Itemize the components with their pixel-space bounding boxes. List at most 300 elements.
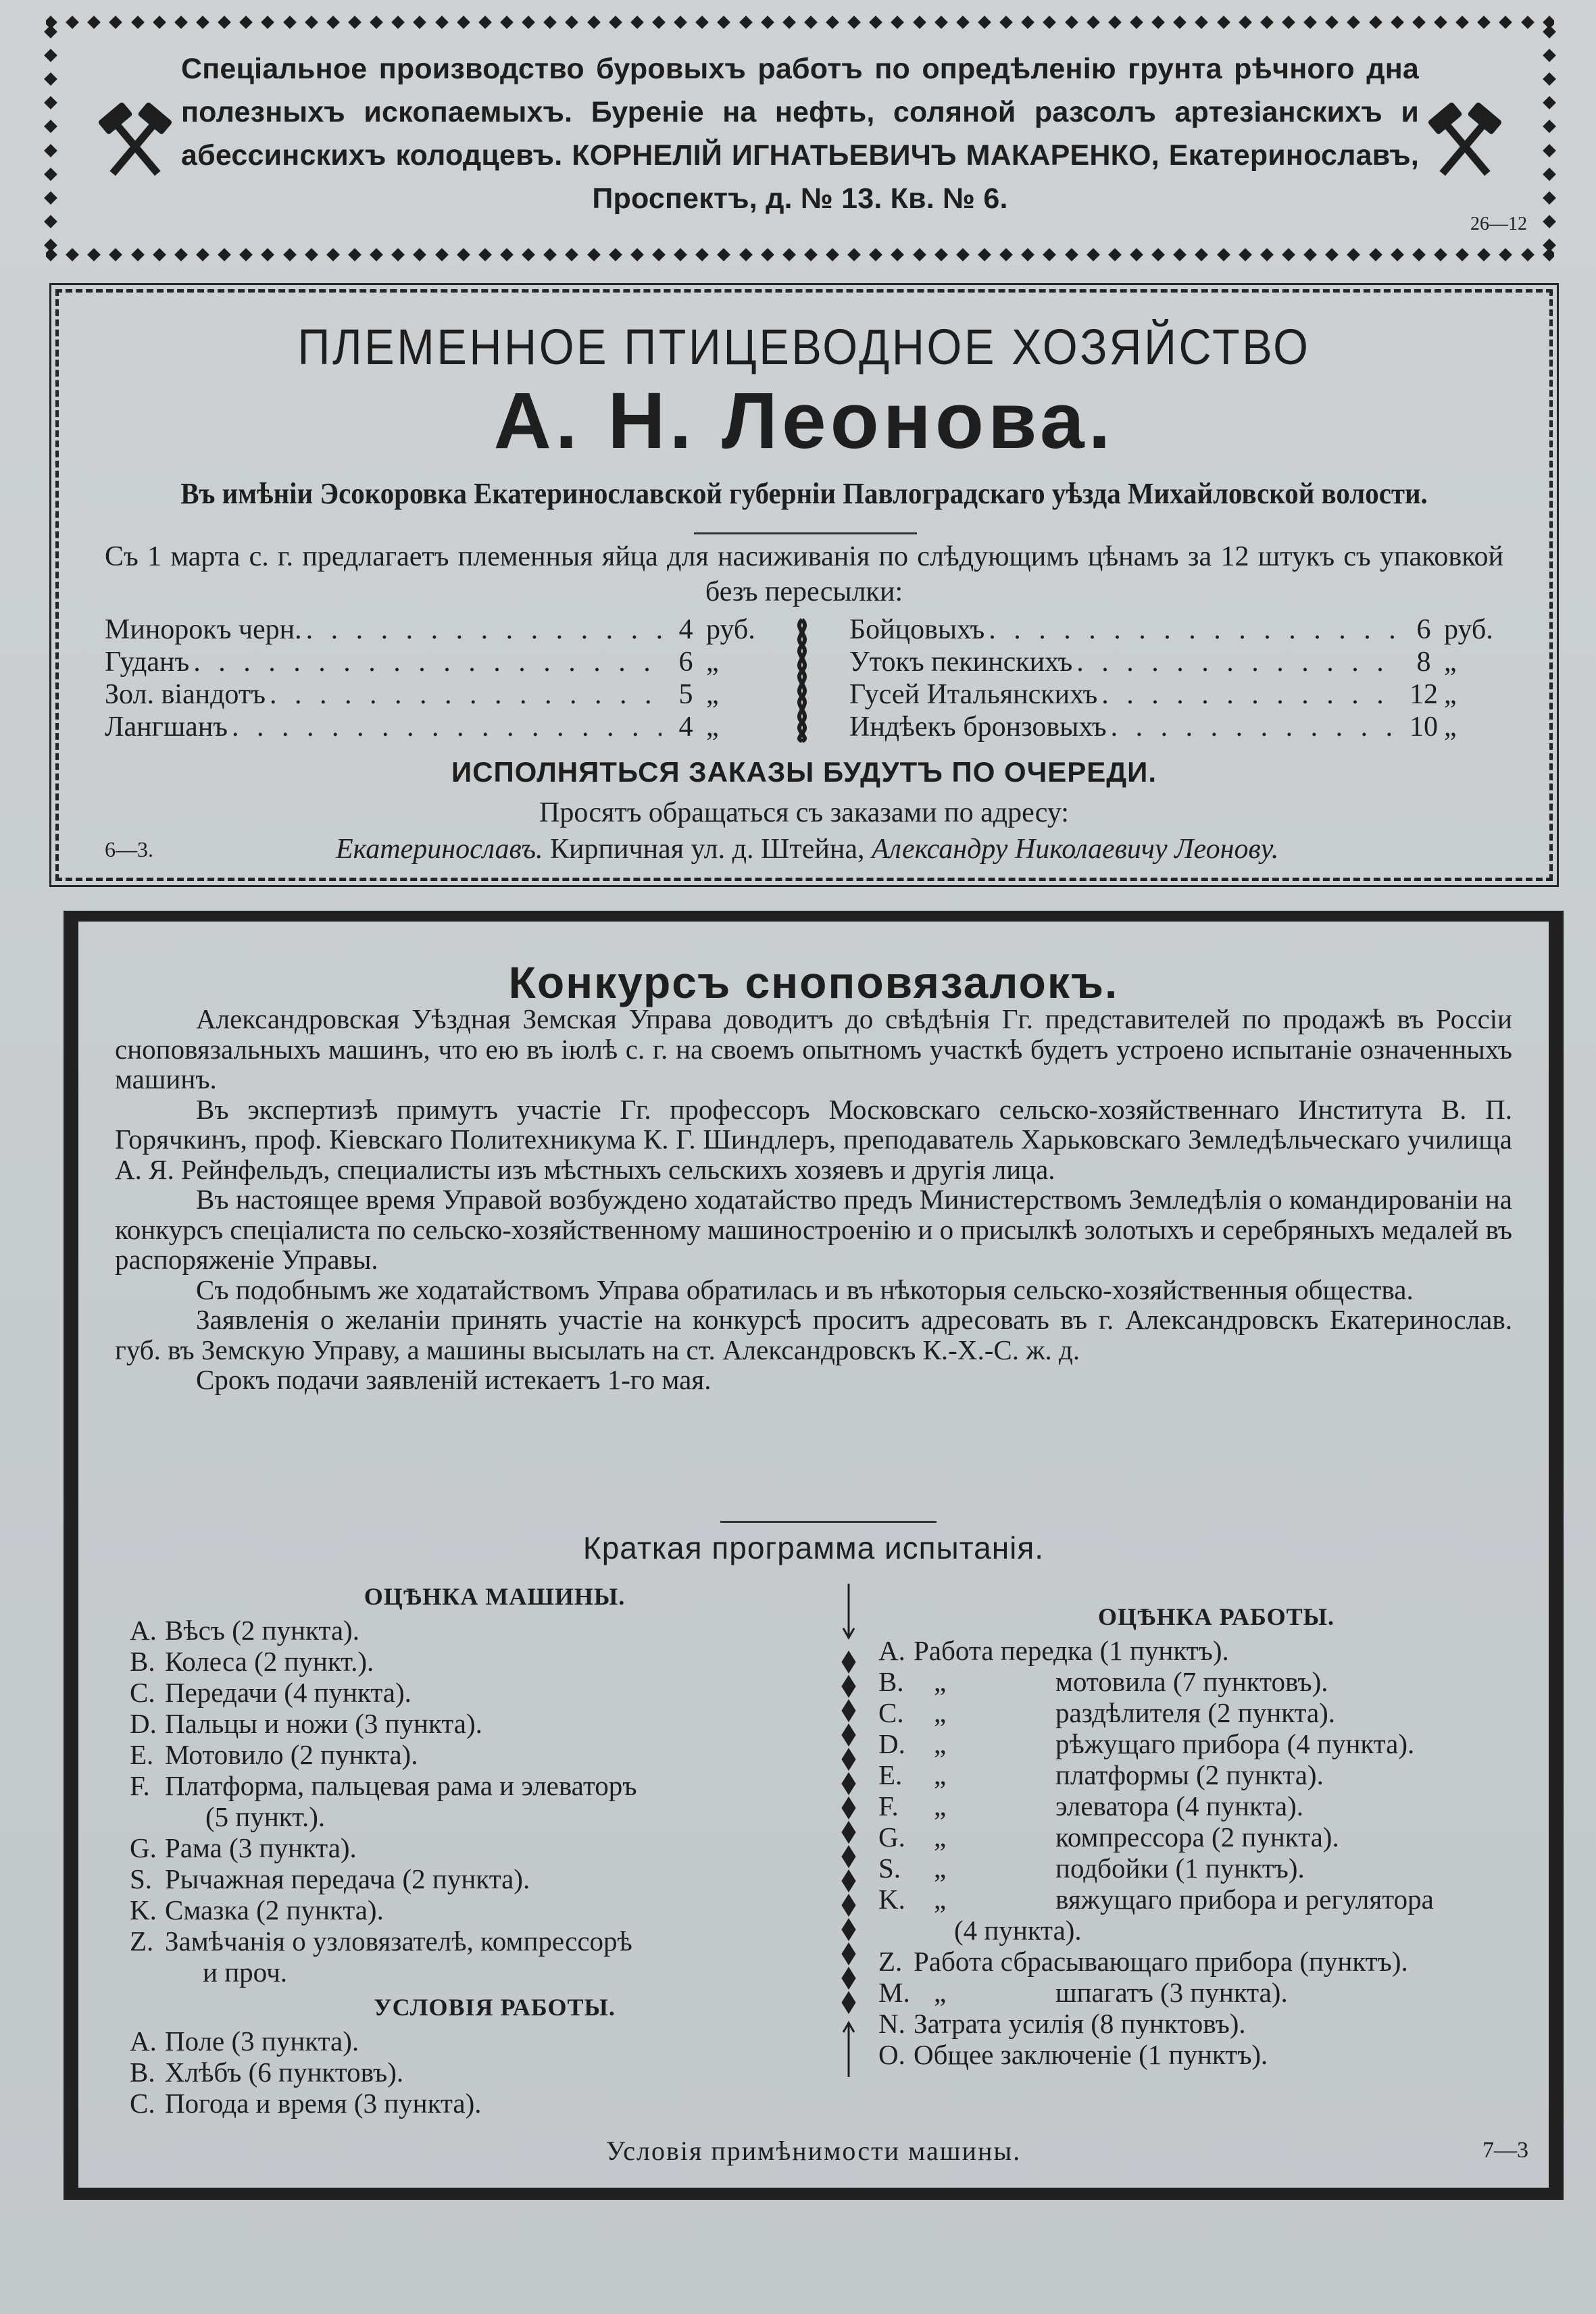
diamond-ornament-icon	[565, 248, 578, 261]
diamond-ornament-icon	[413, 16, 426, 29]
price-value: 10	[1410, 711, 1438, 743]
diamond-ornament-icon	[1499, 16, 1513, 29]
paragraph: Александровская Уѣздная Земская Управа доводитъ до свѣдѣнія Гг. представителей по продажѣ въ Россіи сноповязальныхъ машинъ, что ею въ іюлѣ с. г. на своемъ опытномъ участкѣ будетъ устроено испытаніе означенныхъ машинъ.	[115, 1003, 1512, 1095]
list-item	[130, 1832, 859, 1863]
diamond-ornament-icon	[131, 16, 145, 29]
diamond-ornament-icon	[1065, 248, 1078, 261]
diamond-ornament-icon	[261, 16, 275, 29]
diamond-ornament-icon	[543, 248, 557, 261]
diamond-ornament-icon	[305, 248, 318, 261]
diamond-ornament-icon	[913, 248, 926, 261]
diamond-ornament-icon	[44, 96, 57, 109]
item-text: и проч.	[203, 1957, 287, 1988]
ad-offer: Съ 1 марта с. г. предлагаетъ племенныя яйца для насиживанія по слѣдующимъ цѣнамъ за 12 штукъ съ упаковкой безъ пересылки:	[105, 541, 1503, 607]
diamond-ornament-icon	[826, 16, 839, 29]
diamond-ornament-icon	[695, 16, 709, 29]
diamond-ornament-icon	[1543, 72, 1556, 86]
diamond-ornament-icon	[956, 248, 970, 261]
diamond-ornament-icon	[1151, 16, 1165, 29]
item-letter: K.	[878, 1884, 905, 1915]
diamond-ornament-icon	[587, 248, 601, 261]
diamond-ornament-icon	[1543, 49, 1556, 62]
drilling-advertisement	[46, 14, 1554, 263]
list-item	[130, 1677, 859, 1708]
list-item	[878, 1759, 1554, 1790]
work-evaluation-column	[878, 1597, 1554, 2070]
diamond-ornament-icon	[44, 215, 57, 228]
diamond-ornament-icon	[739, 16, 753, 29]
item-text: Работа передка (1 пунктъ).	[914, 1635, 1229, 1666]
ornament-border-left	[42, 27, 59, 250]
diamond-ornament-icon	[1521, 248, 1535, 261]
item-letter: E.	[878, 1759, 903, 1790]
diamond-ornament-icon	[1369, 16, 1382, 29]
diamond-ornament-icon	[804, 248, 818, 261]
ornament-border-bottom	[46, 246, 1554, 263]
item-letter: E.	[130, 1739, 154, 1770]
item-text: подбойки (1 пунктъ).	[1055, 1853, 1305, 1884]
diamond-ornament-icon	[913, 16, 926, 29]
price-unit: „	[1444, 647, 1457, 678]
ditto-mark: „	[934, 1853, 947, 1884]
list-item	[878, 2039, 1554, 2070]
vertical-ornament-icon	[789, 615, 816, 744]
diamond-ornament-icon	[891, 248, 905, 261]
diamond-ornament-icon	[131, 248, 145, 261]
diamond-ornament-icon	[370, 16, 383, 29]
diamond-ornament-icon	[869, 248, 882, 261]
diamond-ornament-icon	[87, 16, 101, 29]
ditto-mark: „	[934, 1977, 947, 2008]
diamond-ornament-icon	[891, 16, 905, 29]
item-letter: C.	[878, 1697, 904, 1728]
price-value: 8	[1416, 647, 1431, 678]
item-text: Платформа, пальцевая рама и элеваторъ	[165, 1770, 637, 1801]
item-text: Затрата усилія (8 пунктовъ).	[914, 2008, 1246, 2039]
item-text: Рычажная передача (2 пункта).	[165, 1863, 530, 1894]
price-row	[849, 646, 1518, 678]
diamond-ornament-icon	[44, 49, 57, 62]
price-label: Гуданъ	[105, 647, 190, 678]
diamond-ornament-icon	[1391, 16, 1404, 29]
paragraph: Въ экспертизѣ примутъ участіе Гг. профессоръ Московскаго сельско-хозяйственнаго Института В. П. Горячкинъ, проф. Кіевскаго Политехникума К. Г. Шиндлеръ, преподаватель Харьковскаго Земледѣльческаго училища А. Я. Рейнфельдъ, специалисты изъ мѣстныхъ сельскихъ хозяевъ и другія лица.	[115, 1093, 1512, 1185]
price-row	[105, 711, 780, 743]
diamond-ornament-icon	[739, 248, 753, 261]
price-label: Лангшанъ	[105, 711, 228, 743]
diamond-ornament-icon	[1325, 16, 1339, 29]
poultry-advertisement	[55, 289, 1553, 881]
diamond-ornament-icon	[261, 248, 275, 261]
list-item	[130, 1801, 859, 1832]
diamond-ornament-icon	[1347, 248, 1361, 261]
diamond-ornament-icon	[44, 120, 57, 134]
list-item	[130, 1615, 859, 1646]
diamond-ornament-icon	[1087, 16, 1100, 29]
diamond-ornament-icon	[283, 248, 297, 261]
paragraph: Срокъ подачи заявленій истекаетъ 1-го мая.	[196, 1364, 712, 1395]
diamond-ornament-icon	[44, 72, 57, 86]
diamond-ornament-icon	[1239, 16, 1252, 29]
item-letter: S.	[878, 1853, 901, 1884]
diamond-ornament-icon	[1260, 16, 1274, 29]
price-unit: „	[1444, 711, 1457, 743]
address-street: Кирпичная ул. д. Штейна,	[550, 834, 865, 865]
item-text: Пальцы и ножи (3 пункта).	[165, 1708, 482, 1739]
diamond-ornament-icon	[1391, 248, 1404, 261]
diamond-ornament-icon	[1130, 16, 1143, 29]
diamond-ornament-icon	[630, 248, 644, 261]
item-letter: G.	[878, 1821, 905, 1853]
list-item	[130, 1863, 859, 1894]
diamond-ornament-icon	[1065, 16, 1078, 29]
vertical-diamond-ornament-icon	[835, 1584, 862, 2077]
list-item	[130, 1708, 859, 1739]
diamond-ornament-icon	[500, 248, 514, 261]
price-unit: руб.	[706, 614, 755, 645]
announcement-body	[115, 1004, 1512, 1395]
diamond-ornament-icon	[1543, 248, 1554, 261]
price-list-left	[105, 613, 780, 743]
item-text: Передачи (4 пункта).	[165, 1677, 412, 1708]
diamond-ornament-icon	[609, 248, 622, 261]
address-city: Екатеринославъ.	[336, 834, 543, 865]
ditto-mark: „	[934, 1884, 947, 1915]
item-text: Мотовило (2 пункта).	[165, 1739, 418, 1770]
diamond-ornament-icon	[1412, 248, 1426, 261]
diamond-ornament-icon	[44, 191, 57, 205]
diamond-ornament-icon	[717, 16, 730, 29]
list-item	[130, 1926, 859, 1957]
item-letter: B.	[878, 1666, 904, 1697]
diamond-ornament-icon	[1347, 16, 1361, 29]
section-heading: ОЦѢНКА РАБОТЫ.	[1098, 1603, 1335, 1630]
diamond-ornament-icon	[218, 248, 231, 261]
diamond-ornament-icon	[1282, 248, 1295, 261]
price-value: 4	[678, 711, 693, 743]
diamond-ornament-icon	[1412, 16, 1426, 29]
item-text: вяжущаго прибора и регулятора	[1055, 1884, 1434, 1915]
diamond-ornament-icon	[1543, 238, 1556, 250]
diamond-ornament-icon	[44, 144, 57, 157]
diamond-ornament-icon	[239, 248, 253, 261]
diamond-ornament-icon	[44, 238, 57, 250]
diamond-ornament-icon	[87, 248, 101, 261]
diamond-ornament-icon	[478, 16, 492, 29]
diamond-ornament-icon	[1217, 16, 1230, 29]
diamond-ornament-icon	[66, 16, 79, 29]
paragraph: Съ подобнымъ же ходатайствомъ Управа обратилась и въ нѣкоторыя сельско-хозяйственныя общества.	[196, 1274, 1414, 1305]
price-unit: руб.	[1444, 614, 1493, 645]
item-letter: Z.	[878, 1946, 903, 1977]
diamond-ornament-icon	[1043, 248, 1057, 261]
item-letter	[130, 1801, 165, 1832]
diamond-ornament-icon	[978, 248, 991, 261]
crossed-hammers-icon	[88, 95, 182, 189]
price-row	[105, 646, 780, 678]
price-label: Бойцовыхъ	[849, 614, 985, 645]
diamond-ornament-icon	[652, 16, 666, 29]
item-letter	[130, 1957, 165, 1988]
list-item	[878, 1853, 1554, 1884]
ditto-mark: „	[934, 1790, 947, 1821]
item-letter	[878, 1915, 914, 1946]
orders-notice: ИСПОЛНЯТЬСЯ ЗАКАЗЫ БУДУТЪ ПО ОЧЕРЕДИ.	[451, 756, 1157, 788]
item-text: Вѣсъ (2 пункта).	[165, 1615, 359, 1646]
divider	[694, 532, 917, 534]
price-label: Зол. віандотъ	[105, 679, 266, 710]
diamond-ornament-icon	[1325, 248, 1339, 261]
item-text: компрессора (2 пункта).	[1055, 1821, 1339, 1853]
diamond-ornament-icon	[761, 248, 774, 261]
diamond-ornament-icon	[1543, 120, 1556, 134]
diamond-ornament-icon	[674, 248, 687, 261]
diamond-ornament-icon	[1303, 248, 1317, 261]
price-row	[849, 678, 1518, 711]
diamond-ornament-icon	[1195, 16, 1209, 29]
item-text: платформы (2 пункта).	[1055, 1759, 1324, 1790]
price-value: 6	[1416, 614, 1431, 645]
diamond-ornament-icon	[1087, 248, 1100, 261]
list-item	[878, 1915, 1554, 1946]
paragraph: Заявленія о желаніи принять участіе на конкурсѣ проситъ адресовать въ г. Александровскъ Екатеринослав. губ. въ Земскую Управу, а машины высылать на ст. Александровскъ К.-Х.-С. ж. д.	[115, 1304, 1512, 1365]
item-text: Рама (3 пункта).	[165, 1832, 357, 1863]
address-person: Александру Николаевичу Леонову.	[871, 834, 1279, 865]
diamond-ornament-icon	[934, 16, 948, 29]
section-heading: ОЦѢНКА МАШИНЫ.	[364, 1583, 626, 1610]
item-text: Замѣчанія о узловязателѣ, компрессорѣ	[165, 1926, 632, 1957]
list-item	[130, 1739, 859, 1770]
diamond-ornament-icon	[1543, 168, 1556, 181]
diamond-ornament-icon	[1369, 248, 1382, 261]
list-item	[130, 2057, 859, 2088]
ad-overline: ПЛЕМЕННОЕ ПТИЦЕВОДНОЕ ХОЗЯЙСТВО	[297, 319, 1311, 375]
diamond-ornament-icon	[674, 16, 687, 29]
list-item	[878, 1977, 1554, 2008]
item-letter: A.	[878, 1635, 905, 1666]
diamond-ornament-icon	[1543, 27, 1556, 39]
price-row	[849, 711, 1518, 743]
diamond-ornament-icon	[435, 16, 449, 29]
competition-announcement	[64, 911, 1564, 2200]
diamond-ornament-icon	[218, 16, 231, 29]
diamond-ornament-icon	[1173, 248, 1187, 261]
price-list-right	[849, 613, 1518, 743]
list-item	[878, 1884, 1554, 1915]
ad-headline: А. Н. Леонова.	[493, 376, 1115, 466]
diamond-ornament-icon	[1173, 16, 1187, 29]
diamond-ornament-icon	[391, 248, 405, 261]
list-item	[130, 1646, 859, 1677]
diamond-ornament-icon	[1434, 248, 1447, 261]
list-item	[878, 1697, 1554, 1728]
diamond-ornament-icon	[630, 16, 644, 29]
diamond-ornament-icon	[370, 248, 383, 261]
diamond-ornament-icon	[457, 16, 470, 29]
diamond-ornament-icon	[1455, 248, 1469, 261]
diamond-ornament-icon	[109, 16, 123, 29]
diamond-ornament-icon	[196, 248, 209, 261]
diamond-ornament-icon	[44, 168, 57, 181]
list-item	[878, 1635, 1554, 1666]
diamond-ornament-icon	[1282, 16, 1295, 29]
list-item	[130, 2088, 859, 2119]
diamond-ornament-icon	[174, 248, 188, 261]
machine-evaluation-column	[130, 1577, 859, 2119]
section-heading: УСЛОВІЯ РАБОТЫ.	[374, 1994, 616, 2021]
item-letter: S.	[130, 1863, 153, 1894]
diamond-ornament-icon	[782, 248, 796, 261]
diamond-ornament-icon	[413, 248, 426, 261]
diamond-ornament-icon	[1108, 248, 1122, 261]
diamond-ornament-icon	[1499, 248, 1513, 261]
item-letter: A.	[130, 1615, 157, 1646]
diamond-ornament-icon	[543, 16, 557, 29]
price-label: Индѣекъ бронзовыхъ	[849, 711, 1107, 743]
program-title: Краткая программа испытанія.	[582, 1530, 1045, 1565]
diamond-ornament-icon	[934, 248, 948, 261]
ditto-mark: „	[934, 1697, 947, 1728]
diamond-ornament-icon	[109, 248, 123, 261]
item-letter: M.	[878, 1977, 910, 2008]
diamond-ornament-icon	[609, 16, 622, 29]
diamond-ornament-icon	[761, 16, 774, 29]
diamond-ornament-icon	[391, 16, 405, 29]
item-text: элеватора (4 пункта).	[1055, 1790, 1303, 1821]
list-item	[878, 1790, 1554, 1821]
diamond-ornament-icon	[283, 16, 297, 29]
price-row	[105, 678, 780, 711]
diamond-ornament-icon	[1521, 16, 1535, 29]
list-item	[130, 2026, 859, 2057]
price-row	[105, 613, 780, 646]
diamond-ornament-icon	[717, 248, 730, 261]
diamond-ornament-icon	[847, 248, 861, 261]
item-text: Смазка (2 пункта).	[165, 1894, 384, 1926]
diamond-ornament-icon	[153, 248, 166, 261]
diamond-ornament-icon	[1543, 144, 1556, 157]
item-letter: D.	[878, 1728, 905, 1759]
diamond-ornament-icon	[44, 27, 57, 39]
announcement-footer: Условія примѣнимости машины.	[605, 2136, 1022, 2166]
ornament-border-right	[1541, 27, 1558, 250]
diamond-ornament-icon	[1543, 191, 1556, 205]
diamond-ornament-icon	[695, 248, 709, 261]
diamond-ornament-icon	[348, 16, 361, 29]
price-unit: „	[706, 679, 719, 710]
list-item	[878, 1728, 1554, 1759]
diamond-ornament-icon	[326, 16, 340, 29]
diamond-ornament-icon	[782, 16, 796, 29]
price-label: Гусей Итальянскихъ	[849, 679, 1098, 710]
list-item	[130, 1894, 859, 1926]
price-unit: „	[1444, 679, 1457, 710]
diamond-ornament-icon	[869, 16, 882, 29]
diamond-ornament-icon	[1217, 248, 1230, 261]
diamond-ornament-icon	[847, 16, 861, 29]
list-item	[878, 1946, 1554, 1977]
price-label: Утокъ пекинскихъ	[849, 647, 1073, 678]
item-letter: G.	[130, 1832, 157, 1863]
diamond-ornament-icon	[66, 248, 79, 261]
diamond-ornament-icon	[1043, 16, 1057, 29]
price-value: 4	[678, 614, 693, 645]
ad-location: Въ имѣніи Эсокоровка Екатеринославской губерніи Павлоградскаго уѣзда Михайловской волости.	[180, 477, 1428, 510]
announcement-title: Конкурсъ сноповязалокъ.	[508, 957, 1119, 1007]
item-text: раздѣлителя (2 пункта).	[1055, 1697, 1336, 1728]
item-letter: N.	[878, 2008, 905, 2039]
item-letter: B.	[130, 1646, 155, 1677]
diamond-ornament-icon	[239, 16, 253, 29]
item-letter: F.	[130, 1770, 150, 1801]
diamond-ornament-icon	[522, 248, 535, 261]
diamond-ornament-icon	[457, 248, 470, 261]
item-text: (4 пункта).	[954, 1915, 1082, 1946]
item-text: Работа сбрасывающаго прибора (пунктъ).	[914, 1946, 1408, 1977]
ditto-mark: „	[934, 1728, 947, 1759]
item-letter: Z.	[130, 1926, 154, 1957]
item-letter: K.	[130, 1894, 157, 1926]
item-text: рѣжущаго прибора (4 пункта).	[1055, 1728, 1415, 1759]
ditto-mark: „	[934, 1666, 947, 1697]
diamond-ornament-icon	[174, 16, 188, 29]
diamond-ornament-icon	[565, 16, 578, 29]
diamond-ornament-icon	[1303, 16, 1317, 29]
item-letter: C.	[130, 2088, 155, 2119]
diamond-ornament-icon	[1151, 248, 1165, 261]
diamond-ornament-icon	[999, 248, 1013, 261]
diamond-ornament-icon	[1239, 248, 1252, 261]
diamond-ornament-icon	[1130, 248, 1143, 261]
list-item	[878, 1666, 1554, 1697]
item-text: мотовила (7 пунктовъ).	[1055, 1666, 1328, 1697]
price-value: 6	[678, 647, 693, 678]
ad-code: 6—3.	[105, 837, 153, 861]
diamond-ornament-icon	[153, 16, 166, 29]
diamond-ornament-icon	[1477, 16, 1491, 29]
price-row	[849, 613, 1518, 646]
diamond-ornament-icon	[587, 16, 601, 29]
diamond-ornament-icon	[348, 248, 361, 261]
drilling-ad-text: Спеціальное производство буровыхъ работъ по опредѣленію грунта рѣчного дна полезныхъ ископаемыхъ. Бурeніе на нефть, соляной разсолъ артезіанскихъ и абессинскихъ колодцевъ. КОРНЕЛІЙ ИГНАТЬЕВИЧЪ МАКАРЕНКО, Екатеринославъ, Проспектъ, д. № 13. Кв. № 6.	[181, 53, 1419, 215]
list-item	[878, 1821, 1554, 1853]
price-value: 5	[678, 679, 693, 710]
item-text: Погода и время (3 пункта).	[165, 2088, 482, 2119]
item-text: шпагатъ (3 пункта).	[1055, 1977, 1288, 2008]
diamond-ornament-icon	[435, 248, 449, 261]
price-label: Минорокъ черн.	[105, 614, 302, 645]
diamond-ornament-icon	[522, 16, 535, 29]
list-item	[130, 1957, 859, 1988]
diamond-ornament-icon	[1434, 16, 1447, 29]
price-unit: „	[706, 647, 719, 678]
item-letter: B.	[130, 2057, 155, 2088]
item-letter: A.	[130, 2026, 157, 2057]
diamond-ornament-icon	[305, 16, 318, 29]
item-letter: F.	[878, 1790, 899, 1821]
ditto-mark: „	[934, 1759, 947, 1790]
diamond-ornament-icon	[196, 16, 209, 29]
diamond-ornament-icon	[1195, 248, 1209, 261]
diamond-ornament-icon	[46, 248, 57, 261]
crossed-hammers-icon	[1418, 95, 1512, 189]
diamond-ornament-icon	[1108, 16, 1122, 29]
item-text: Поле (3 пункта).	[165, 2026, 359, 2057]
diamond-ornament-icon	[826, 248, 839, 261]
diamond-ornament-icon	[1021, 16, 1034, 29]
ad-code: 7—3	[1482, 2138, 1528, 2163]
diamond-ornament-icon	[978, 16, 991, 29]
diamond-ornament-icon	[500, 16, 514, 29]
